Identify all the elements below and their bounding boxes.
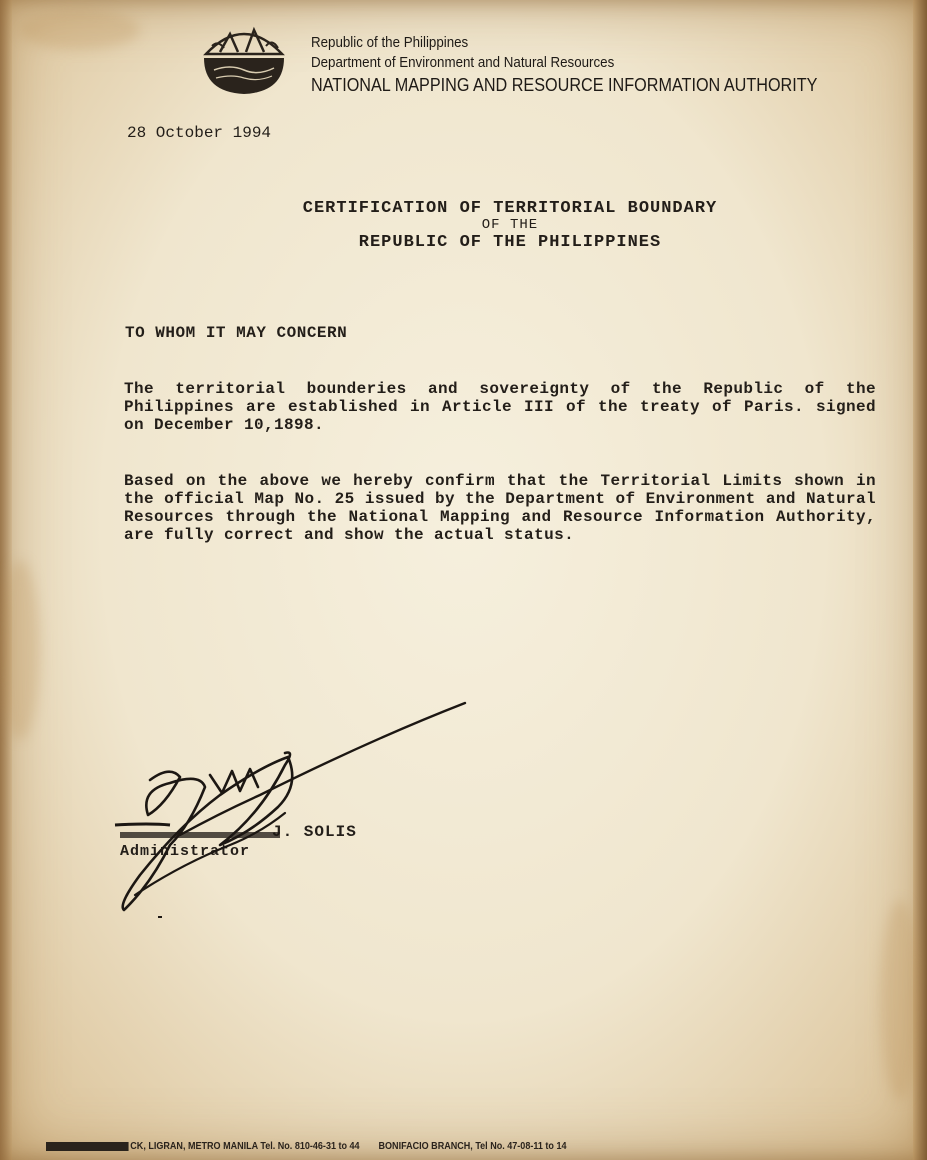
water-stain	[880, 900, 920, 1100]
body-paragraph-2: Based on the above we hereby confirm that the Territorial Limits shown in the official Map No. 25 issued by the Department of Environment and Natural Resources through the National Mapping and Resource Information Authority, are fully correct and show the actual status.	[124, 472, 876, 544]
footer-branch: BONIFACIO BRANCH, Tel No. 47-08-11 to 14	[378, 1140, 567, 1152]
handwritten-signature	[110, 695, 480, 920]
footer-main-address: CK, LIGRAN, METRO MANILA Tel. No. 810-46-31 to 44	[130, 1140, 360, 1152]
letterhead-agency: NATIONAL MAPPING AND RESOURCE INFORMATION AUTHORITY	[311, 75, 818, 95]
signatory-title: Administrator	[120, 843, 251, 860]
certification-title-of-the: OF THE	[481, 217, 539, 233]
signatory-name: J. SOLIS	[272, 823, 357, 841]
letterhead	[311, 34, 874, 97]
letterhead-department: Department of Environment and Natural Resources	[311, 55, 615, 71]
water-stain	[0, 560, 40, 740]
redacted-address	[46, 1142, 129, 1151]
letterhead-footer	[46, 1140, 567, 1152]
agency-seal-icon	[200, 18, 288, 96]
salutation: TO WHOM IT MAY CONCERN	[125, 324, 348, 342]
certification-title-republic: REPUBLIC OF THE PHILIPPINES	[358, 233, 662, 252]
letter-date: 28 October 1994	[127, 124, 272, 142]
water-stain	[20, 10, 140, 50]
certification-title: CERTIFICATION OF TERRITORIAL BOUNDARY	[302, 199, 718, 218]
letterhead-republic: Republic of the Philippines	[311, 35, 469, 51]
body-paragraph-1: The territorial bounderies and sovereignty of the Republic of the Philippines are established in Article III of the treaty of Paris. signed on December 10,1898.	[124, 380, 876, 434]
